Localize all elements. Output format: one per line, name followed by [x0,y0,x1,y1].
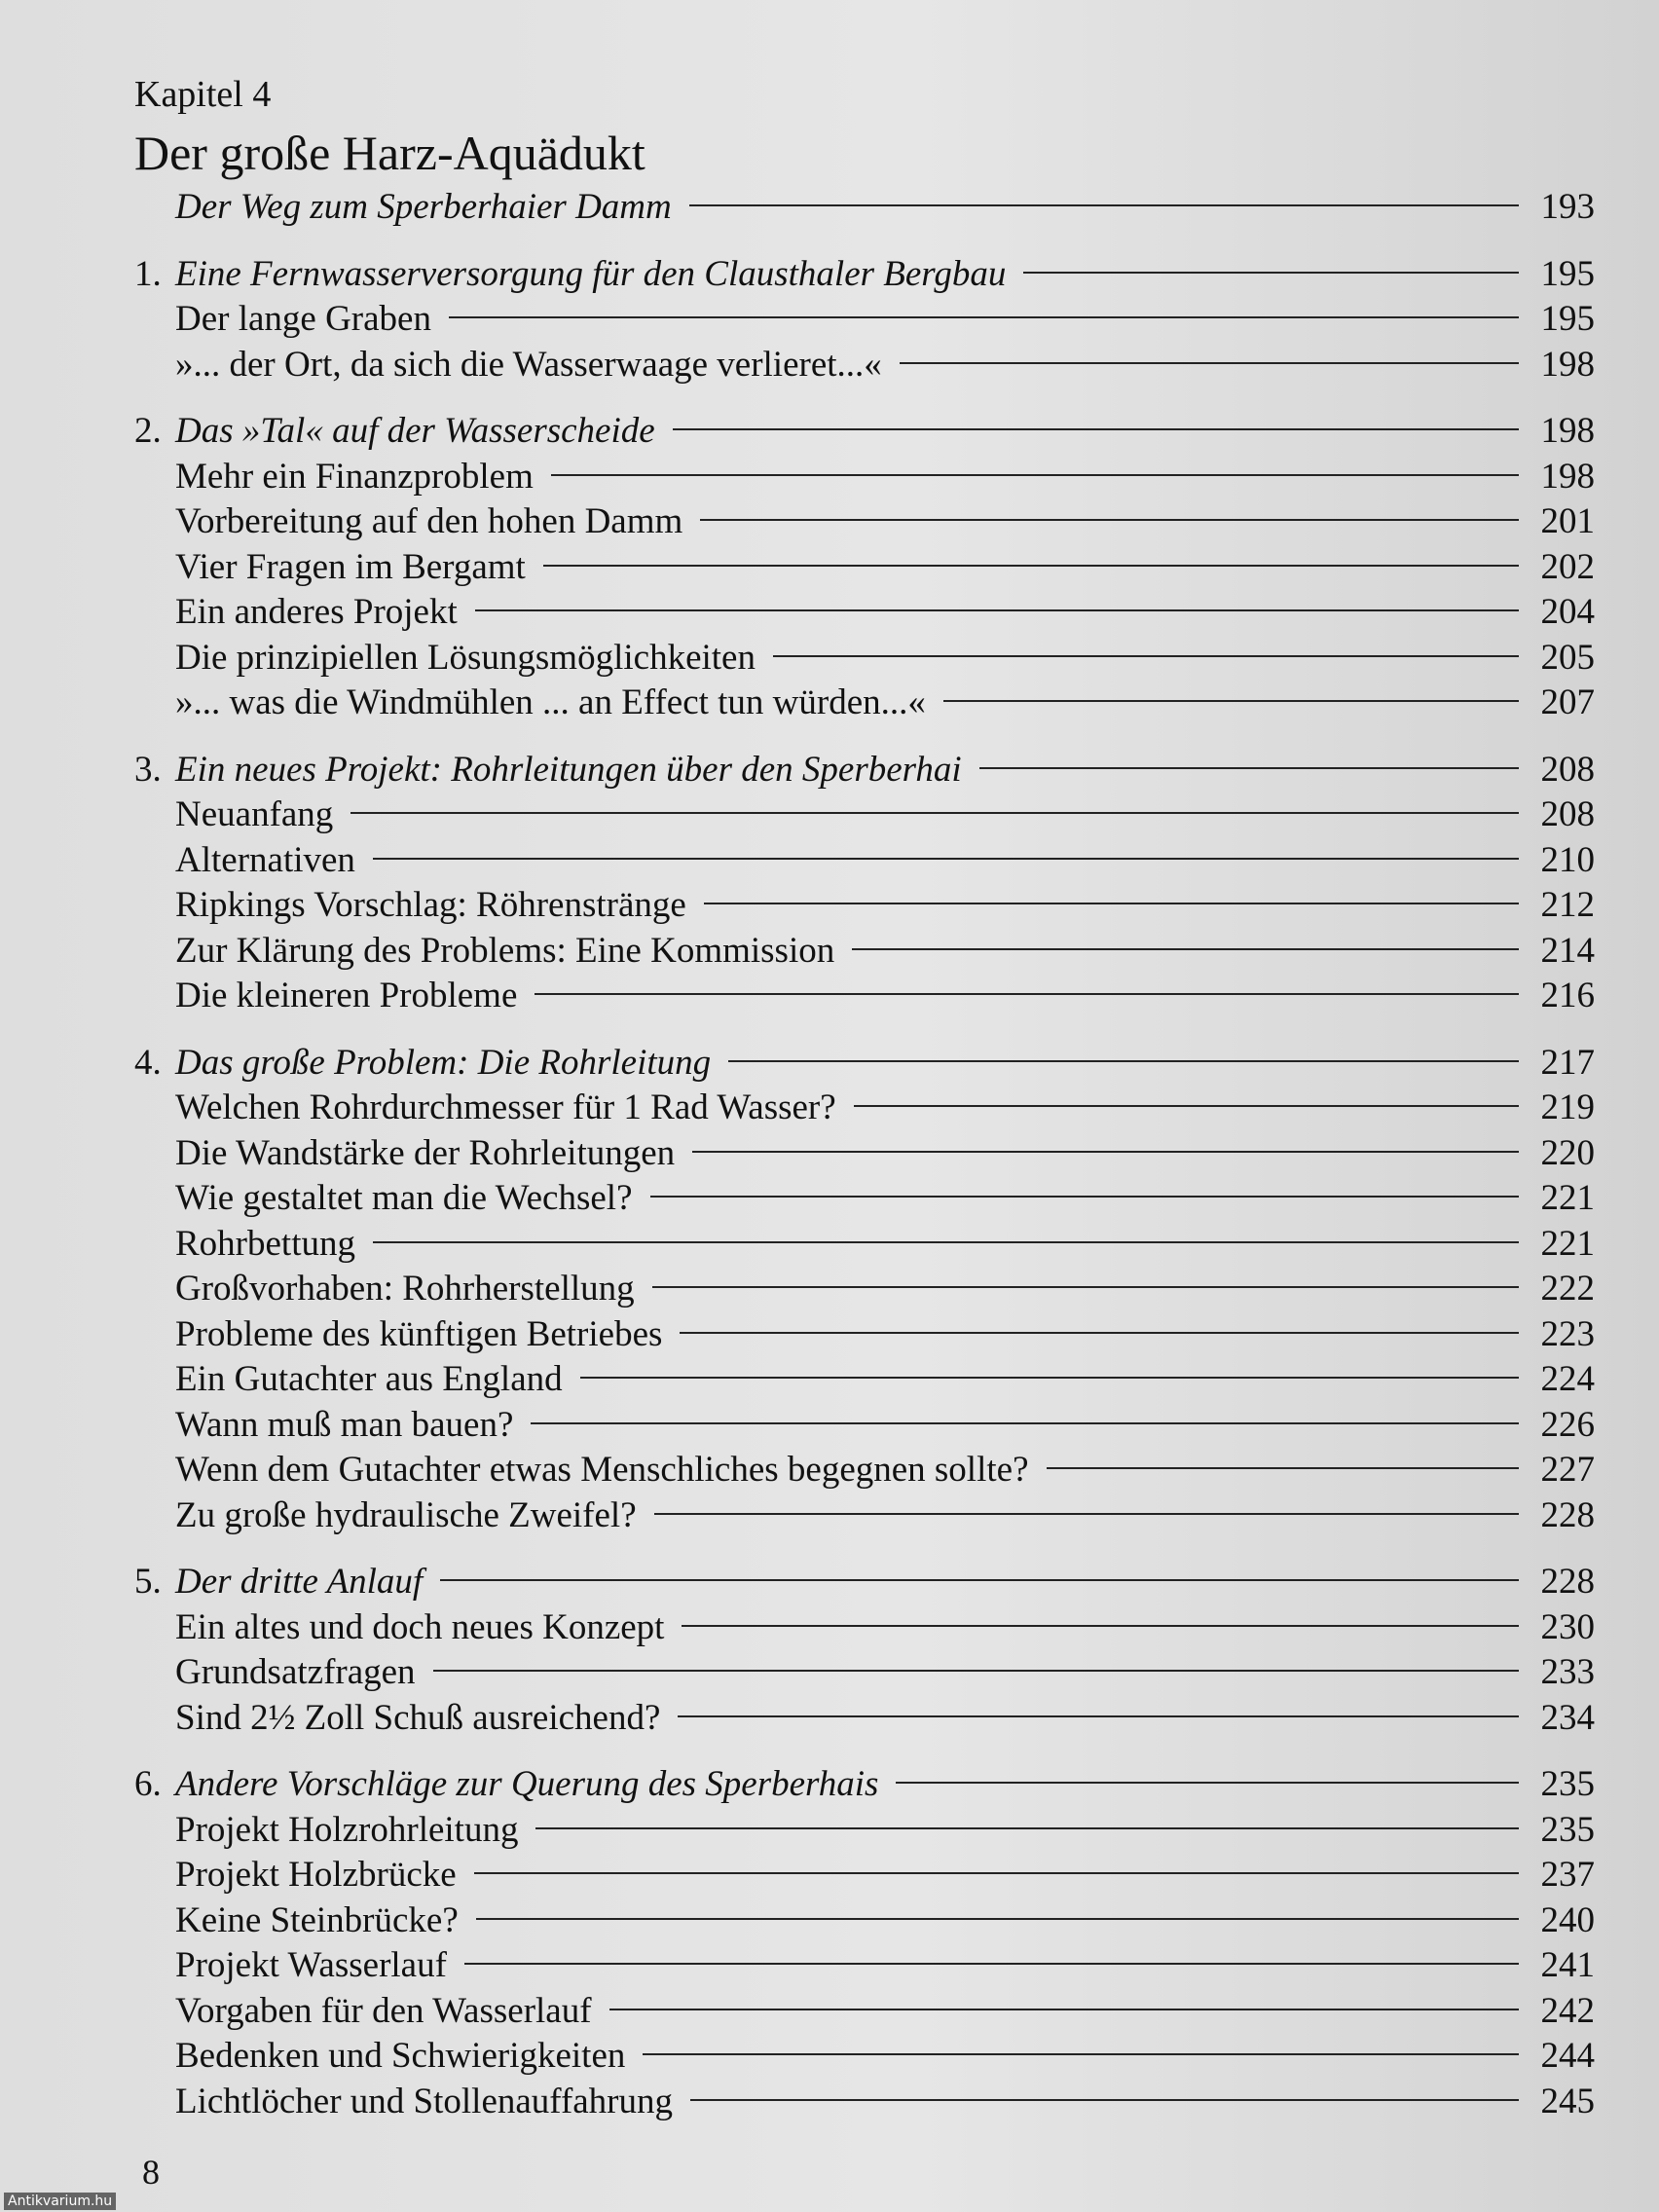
leader-line [692,1151,1519,1153]
toc-entry-row [134,1176,1595,1222]
toc-entry-row [134,1899,1595,1944]
entry-page-number: 222 [1540,1269,1595,1309]
toc-section-row [134,252,1595,298]
entry-page-number: 223 [1540,1313,1595,1354]
entry-title: Grundsatzfragen [175,1652,416,1692]
entry-page-number: 233 [1540,1652,1595,1692]
entry-page-number: 235 [1540,1764,1595,1804]
entry-title: Vier Fragen im Bergamt [175,546,526,587]
toc-list [134,185,1595,2124]
leader-line [535,1827,1519,1829]
toc-entry-row [134,2080,1595,2125]
entry-page-number: 220 [1540,1132,1595,1173]
entry-title: Alternativen [175,839,355,880]
entry-page-number: 198 [1540,456,1595,497]
entry-page-number: 204 [1540,592,1595,632]
entry-title: Großvorhaben: Rohrherstellung [175,1269,635,1309]
entry-page-number: 228 [1540,1562,1595,1602]
toc-entry-row [134,1650,1595,1696]
entry-page-number: 193 [1540,187,1595,227]
leader-line [373,858,1519,860]
toc-entry-row [134,974,1595,1019]
entry-page-number: 228 [1540,1494,1595,1535]
leader-line [531,1422,1519,1424]
leader-line [854,1105,1519,1107]
section-gap [134,726,1595,748]
toc-entry-row [134,545,1595,591]
entry-page-number: 208 [1540,749,1595,790]
section-number: 6. [134,1764,162,1804]
chapter-title: Der große Harz-Aquädukt [134,126,645,180]
entry-title: Ein altes und doch neues Konzept [175,1606,665,1647]
entry-page-number: 202 [1540,546,1595,587]
leader-line [852,948,1519,950]
entry-page-number: 221 [1540,1178,1595,1218]
page-number: 8 [142,2153,160,2192]
entry-title: Zu große hydraulische Zweifel? [175,1494,637,1535]
leader-line [979,767,1519,769]
section-gap [134,387,1595,409]
entry-page-number: 226 [1540,1404,1595,1445]
toc-section-row [134,409,1595,455]
toc-entry-row [134,1357,1595,1403]
entry-title: Die prinzipiellen Lösungsmöglichkeiten [175,637,756,678]
leader-line [690,2099,1519,2101]
entry-title: Rohrbettung [175,1223,355,1264]
leader-line [689,204,1519,206]
entry-title: Das »Tal« auf der Wasserscheide [175,411,655,451]
leader-line [643,2053,1519,2055]
leader-line [609,2009,1519,2010]
section-number: 3. [134,749,162,790]
toc-entry-row [134,1696,1595,1742]
leader-line [682,1625,1519,1627]
leader-line [449,316,1519,318]
toc-section-row [134,748,1595,793]
section-gap [134,1019,1595,1041]
entry-title: Wenn dem Gutachter etwas Menschliches begegnen sollte? [175,1450,1029,1490]
toc-entry-row [134,681,1595,726]
entry-title: Probleme des künftigen Betriebes [175,1313,663,1354]
entry-page-number: 195 [1540,299,1595,339]
toc-section-row [134,1560,1595,1605]
entry-page-number: 245 [1540,2081,1595,2121]
leader-line [680,1332,1519,1334]
toc-entry-row [134,883,1595,929]
leader-line [704,903,1519,904]
leader-line [475,609,1519,611]
chapter-label: Kapitel 4 [134,74,272,115]
entry-title: Der Weg zum Sperberhaier Damm [175,187,672,227]
entry-page-number: 217 [1540,1042,1595,1083]
entry-title: Wie gestaltet man die Wechsel? [175,1178,633,1218]
toc-entry-row [134,1222,1595,1268]
entry-title: Projekt Holzrohrleitung [175,1809,519,1850]
entry-page-number: 237 [1540,1855,1595,1895]
leader-line [700,519,1519,521]
section-gap [134,1741,1595,1762]
section-number: 1. [134,253,162,294]
leader-line [535,993,1519,995]
leader-line [900,362,1519,364]
leader-line [440,1579,1519,1581]
leader-line [896,1782,1519,1784]
entry-page-number: 195 [1540,253,1595,294]
toc-entry-row [134,499,1595,545]
toc-entry-row [134,1086,1595,1131]
toc-entry-row [134,1989,1595,2035]
entry-page-number: 219 [1540,1088,1595,1127]
leader-line [476,1918,1519,1920]
entry-title: Welchen Rohrdurchmesser für 1 Rad Wasser? [175,1088,836,1127]
entry-title: Ein anderes Projekt [175,592,458,632]
entry-title: Neuanfang [175,794,334,834]
entry-title: Vorbereitung auf den hohen Damm [175,501,683,541]
leader-line [580,1377,1519,1379]
entry-title: Wann muß man bauen? [175,1404,514,1445]
leader-line [773,655,1519,657]
entry-title: Sind 2½ Zoll Schuß ausreichend? [175,1697,661,1738]
entry-page-number: 227 [1540,1450,1595,1490]
entry-page-number: 242 [1540,1990,1595,2031]
entry-title: Ein neues Projekt: Rohrleitungen über den Sperberhai [175,749,962,790]
leader-line [650,1196,1520,1198]
entry-page-number: 241 [1540,1945,1595,1985]
toc-entry-row [134,2034,1595,2080]
toc-entry-row [134,838,1595,884]
entry-title: »... der Ort, da sich die Wasserwaage verlieret...« [175,344,882,385]
toc-section-row [134,1762,1595,1808]
toc-entry-row [134,1131,1595,1177]
leader-line [728,1060,1519,1062]
entry-title: Projekt Wasserlauf [175,1945,447,1985]
entry-page-number: 230 [1540,1606,1595,1647]
toc-entry-row [134,297,1595,343]
toc-entry-row [134,1943,1595,1989]
toc-entry-row [134,1493,1595,1539]
leader-line [1047,1467,1520,1469]
entry-title: Projekt Holzbrücke [175,1855,457,1895]
toc-lead-row [134,185,1595,231]
toc-entry-row [134,1267,1595,1312]
section-gap [134,231,1595,252]
entry-title: Ein Gutachter aus England [175,1359,563,1399]
entry-title: Die Wandstärke der Rohrleitungen [175,1132,676,1173]
entry-title: Die kleineren Probleme [175,976,518,1015]
leader-line [350,812,1519,814]
section-gap [134,1538,1595,1560]
toc-entry-row [134,929,1595,975]
entry-title: Das große Problem: Die Rohrleitung [175,1042,712,1083]
entry-title: Bedenken und Schwierigkeiten [175,2036,626,2076]
entry-page-number: 224 [1540,1359,1595,1399]
entry-title: Andere Vorschläge zur Querung des Sperberhais [175,1764,879,1804]
section-number: 4. [134,1042,162,1083]
toc-entry-row [134,793,1595,838]
table-of-contents [134,68,1595,2124]
toc-entry-row [134,343,1595,388]
entry-page-number: 240 [1540,1899,1595,1940]
toc-entry-row [134,1808,1595,1854]
entry-title: Eine Fernwasserversorgung für den Clausthaler Bergbau [175,253,1007,294]
entry-title: Ripkings Vorschlag: Röhrenstränge [175,885,686,925]
entry-page-number: 244 [1540,2036,1595,2076]
leader-line [543,565,1519,567]
entry-title: Lichtlöcher und Stollenauffahrung [175,2081,674,2121]
toc-entry-row [134,1312,1595,1358]
entry-page-number: 212 [1540,885,1595,925]
leader-line [551,474,1519,476]
entry-page-number: 234 [1540,1697,1595,1738]
entry-title: Zur Klärung des Problems: Eine Kommission [175,930,835,971]
entry-page-number: 198 [1540,411,1595,451]
entry-page-number: 207 [1540,682,1595,722]
leader-line [464,1963,1519,1965]
toc-entry-row [134,1605,1595,1651]
entry-page-number: 235 [1540,1809,1595,1850]
entry-title: Der dritte Anlauf [175,1562,424,1602]
toc-entry-row [134,590,1595,636]
entry-page-number: 216 [1540,976,1595,1015]
section-number: 5. [134,1562,162,1602]
leader-line [1023,272,1519,274]
entry-page-number: 208 [1540,794,1595,834]
section-number: 2. [134,411,162,451]
leader-line [652,1286,1519,1288]
entry-title: Vorgaben für den Wasserlauf [175,1990,592,2031]
toc-section-row [134,1041,1595,1087]
toc-entry-row [134,1448,1595,1493]
toc-entry-row [134,636,1595,682]
leader-line [373,1241,1519,1243]
entry-page-number: 201 [1540,501,1595,541]
toc-entry-row [134,455,1595,500]
entry-page-number: 214 [1540,930,1595,971]
leader-line [673,428,1519,430]
leader-line [678,1715,1519,1717]
leader-line [654,1513,1519,1515]
entry-page-number: 205 [1540,637,1595,678]
entry-page-number: 210 [1540,839,1595,880]
toc-entry-row [134,1853,1595,1899]
leader-line [433,1670,1519,1672]
entry-title: Der lange Graben [175,299,431,339]
leader-line [474,1872,1519,1874]
entry-page-number: 198 [1540,344,1595,385]
entry-title: »... was die Windmühlen ... an Effect tun würden...« [175,682,926,722]
entry-page-number: 221 [1540,1223,1595,1264]
toc-entry-row [134,1403,1595,1449]
watermark: Antikvarium.hu [4,2193,116,2210]
entry-title: Mehr ein Finanzproblem [175,456,534,497]
entry-title: Keine Steinbrücke? [175,1899,459,1940]
leader-line [943,700,1519,702]
